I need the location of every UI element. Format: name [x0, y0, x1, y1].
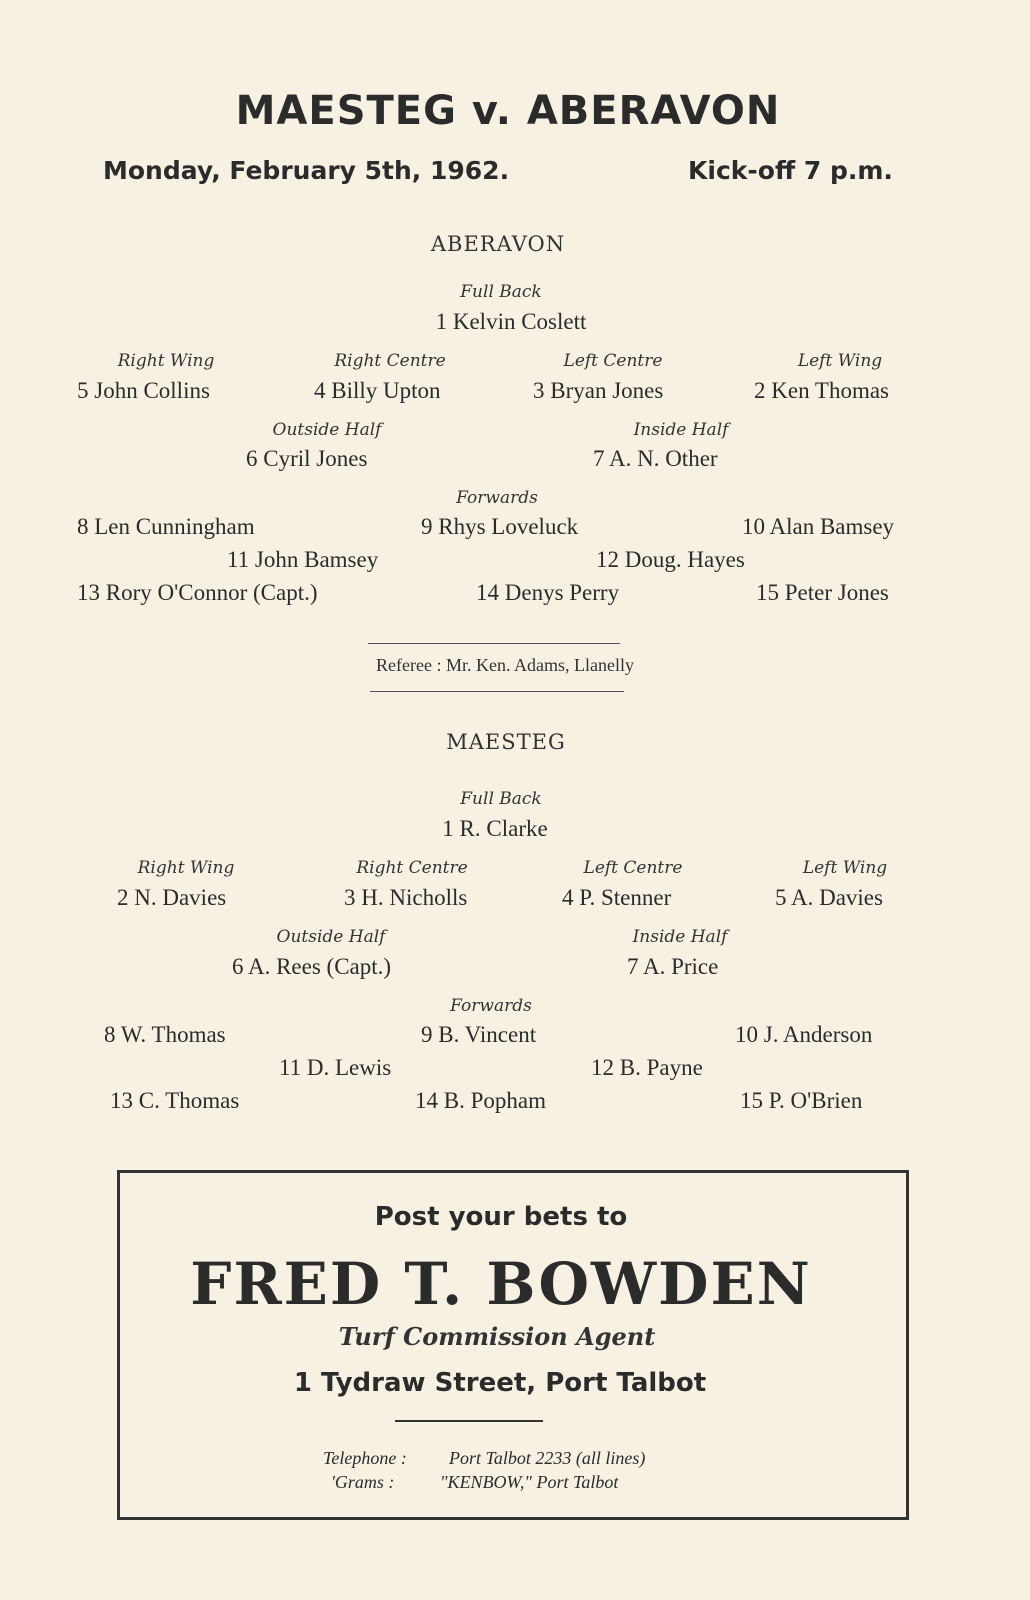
maesteg-forward-15: 15 P. O'Brien [740, 1088, 863, 1113]
maesteg-right-wing: 2 N. Davies [117, 885, 227, 910]
maesteg-forward-8: 8 W. Thomas [104, 1022, 226, 1047]
aberavon-full-back-label: Full Back [460, 282, 542, 302]
advert-telephone-label: Telephone : [323, 1448, 407, 1468]
maesteg-left-centre: 4 P. Stenner [562, 885, 672, 910]
maesteg-right-centre: 3 H. Nicholls [344, 885, 468, 910]
advert-address: 1 Tydraw Street, Port Talbot [293, 1368, 707, 1398]
aberavon-forward-13: 13 Rory O'Connor (Capt.) [77, 580, 318, 605]
referee-bottom-divider [370, 691, 624, 692]
match-date: Monday, February 5th, 1962. [103, 156, 510, 185]
aberavon-right-wing: 5 John Collins [77, 378, 210, 403]
aberavon-forward-15: 15 Peter Jones [756, 580, 889, 605]
referee-text: Referee : Mr. Ken. Adams, Llanelly [376, 655, 634, 675]
maesteg-outside-half: 6 A. Rees (Capt.) [232, 954, 392, 979]
advert-grams-value: "KENBOW," Port Talbot [440, 1472, 619, 1492]
advert-role: Turf Commission Agent [338, 1322, 656, 1351]
maesteg-forward-13: 13 C. Thomas [110, 1088, 240, 1113]
aberavon-forwards-label: Forwards [456, 488, 538, 508]
maesteg-right-wing-label: Right Wing [137, 858, 235, 878]
aberavon-right-wing-label: Right Wing [117, 351, 215, 371]
aberavon-inside-half: 7 A. N. Other [593, 446, 718, 471]
aberavon-outside-half: 6 Cyril Jones [246, 446, 368, 471]
maesteg-forward-12: 12 B. Payne [591, 1055, 703, 1080]
kickoff-time: Kick-off 7 p.m. [688, 156, 893, 185]
maesteg-forward-14: 14 B. Popham [415, 1088, 546, 1113]
aberavon-forward-12: 12 Doug. Hayes [596, 547, 745, 572]
maesteg-forward-11: 11 D. Lewis [279, 1055, 392, 1080]
aberavon-right-centre-label: Right Centre [334, 351, 446, 371]
aberavon-left-wing-label: Left Wing [797, 351, 883, 371]
match-title: MAESTEG v. ABERAVON [235, 88, 781, 134]
advert-telephone-value: Port Talbot 2233 (all lines) [449, 1448, 646, 1468]
aberavon-left-centre-label: Left Centre [563, 351, 663, 371]
maesteg-team-name: MAESTEG [446, 730, 566, 754]
aberavon-left-centre: 3 Bryan Jones [533, 378, 664, 403]
aberavon-forward-11: 11 John Bamsey [227, 547, 379, 572]
aberavon-left-wing: 2 Ken Thomas [754, 378, 890, 403]
aberavon-forward-8: 8 Len Cunningham [77, 514, 255, 539]
aberavon-right-centre: 4 Billy Upton [314, 378, 441, 403]
maesteg-full-back: 1 R. Clarke [442, 816, 548, 841]
maesteg-left-centre-label: Left Centre [583, 858, 683, 878]
aberavon-team-name: ABERAVON [430, 232, 566, 256]
aberavon-forward-9: 9 Rhys Loveluck [421, 514, 579, 539]
maesteg-right-centre-label: Right Centre [356, 858, 468, 878]
advert-name: FRED T. BOWDEN [190, 1250, 812, 1318]
maesteg-full-back-label: Full Back [460, 789, 542, 809]
maesteg-forward-10: 10 J. Anderson [735, 1022, 873, 1047]
aberavon-forward-14: 14 Denys Perry [476, 580, 620, 605]
maesteg-inside-half-label: Inside Half [632, 927, 728, 947]
advert-divider [395, 1420, 543, 1422]
maesteg-left-wing: 5 A. Davies [775, 885, 883, 910]
aberavon-outside-half-label: Outside Half [272, 420, 382, 440]
referee-top-divider [368, 643, 620, 644]
advert-grams-label: 'Grams : [331, 1472, 395, 1492]
maesteg-inside-half: 7 A. Price [627, 954, 719, 979]
maesteg-outside-half-label: Outside Half [276, 927, 386, 947]
maesteg-forward-9: 9 B. Vincent [421, 1022, 537, 1047]
maesteg-forwards-label: Forwards [450, 996, 532, 1016]
advert-intro: Post your bets to [374, 1202, 628, 1232]
aberavon-inside-half-label: Inside Half [633, 420, 729, 440]
aberavon-full-back: 1 Kelvin Coslett [435, 309, 587, 334]
maesteg-left-wing-label: Left Wing [802, 858, 888, 878]
aberavon-forward-10: 10 Alan Bamsey [742, 514, 895, 539]
